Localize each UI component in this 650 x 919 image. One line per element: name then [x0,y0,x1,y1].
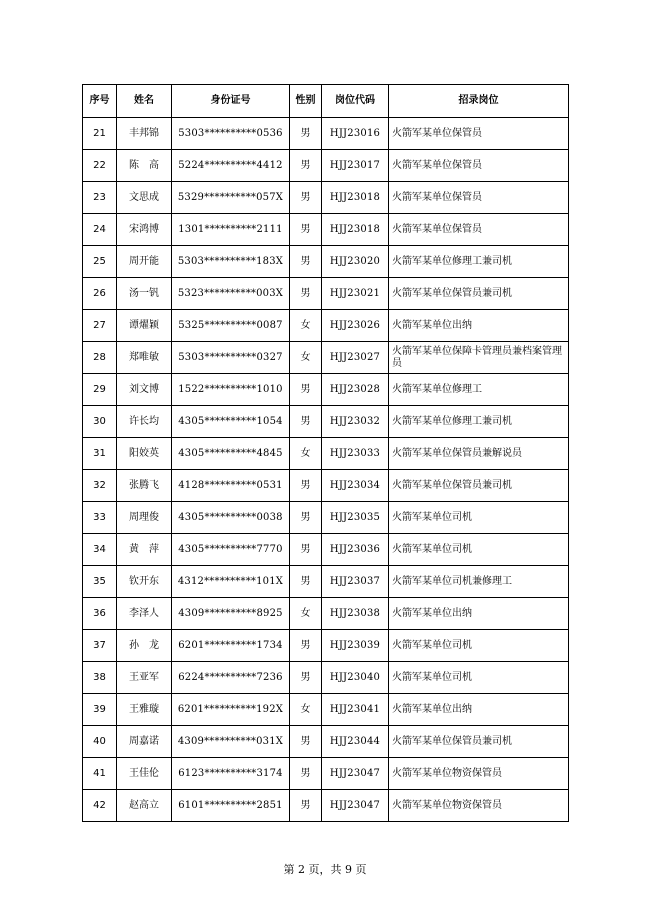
cell-id-number: 6224**********7236 [172,662,290,694]
cell-name: 黄 萍 [117,534,172,566]
cell-post-code: HJJ23033 [322,438,389,470]
header-post-code: 岗位代码 [322,85,389,118]
cell-name: 陈 高 [117,150,172,182]
cell-recruit-post: 火箭军某单位出纳 [389,598,569,630]
cell-serial: 28 [83,342,117,374]
cell-name: 郑唯敏 [117,342,172,374]
cell-gender: 男 [290,470,322,502]
cell-post-code: HJJ23047 [322,758,389,790]
cell-gender: 男 [290,406,322,438]
cell-gender: 男 [290,758,322,790]
cell-recruit-post: 火箭军某单位司机 [389,502,569,534]
cell-gender: 女 [290,694,322,726]
cell-name: 周开能 [117,246,172,278]
cell-name: 文思成 [117,182,172,214]
table-row [83,278,569,310]
cell-id-number: 4312**********101X [172,566,290,598]
cell-post-code: HJJ23044 [322,726,389,758]
cell-post-code: HJJ23020 [322,246,389,278]
table-body [83,118,569,822]
table-row [83,790,569,822]
cell-name: 许长均 [117,406,172,438]
page-number: 第 2 页，共 9 页 [283,863,367,876]
cell-recruit-post: 火箭军某单位保管员 [389,214,569,246]
table-row [83,758,569,790]
cell-gender: 男 [290,726,322,758]
cell-name: 丰邦锦 [117,118,172,150]
cell-gender: 男 [290,182,322,214]
cell-post-code: HJJ23026 [322,310,389,342]
cell-serial: 31 [83,438,117,470]
table-row [83,598,569,630]
cell-id-number: 1522**********1010 [172,374,290,406]
cell-post-code: HJJ23041 [322,694,389,726]
cell-id-number: 4128**********0531 [172,470,290,502]
table-row [83,630,569,662]
cell-id-number: 6201**********192X [172,694,290,726]
cell-serial: 24 [83,214,117,246]
table-row [83,342,569,374]
cell-serial: 25 [83,246,117,278]
table-row [83,502,569,534]
cell-gender: 男 [290,374,322,406]
cell-name: 钦开东 [117,566,172,598]
cell-name: 周理俊 [117,502,172,534]
cell-name: 李泽人 [117,598,172,630]
cell-recruit-post: 火箭军某单位保管员兼司机 [389,278,569,310]
cell-name: 赵高立 [117,790,172,822]
cell-serial: 40 [83,726,117,758]
cell-post-code: HJJ23017 [322,150,389,182]
cell-post-code: HJJ23018 [322,182,389,214]
header-id-number: 身份证号 [172,85,290,118]
cell-recruit-post: 火箭军某单位保管员兼司机 [389,726,569,758]
cell-serial: 23 [83,182,117,214]
cell-gender: 女 [290,438,322,470]
cell-post-code: HJJ23038 [322,598,389,630]
table-row [83,534,569,566]
cell-id-number: 6201**********1734 [172,630,290,662]
cell-id-number: 6123**********3174 [172,758,290,790]
cell-recruit-post: 火箭军某单位保管员兼司机 [389,470,569,502]
cell-serial: 32 [83,470,117,502]
cell-post-code: HJJ23032 [322,406,389,438]
table-row [83,406,569,438]
table-row [83,310,569,342]
cell-name: 孙 龙 [117,630,172,662]
roster-table [82,84,569,822]
cell-serial: 29 [83,374,117,406]
table-row [83,182,569,214]
cell-recruit-post: 火箭军某单位保管员 [389,182,569,214]
cell-gender: 男 [290,630,322,662]
cell-post-code: HJJ23037 [322,566,389,598]
cell-serial: 35 [83,566,117,598]
cell-post-code: HJJ23039 [322,630,389,662]
cell-gender: 男 [290,662,322,694]
header-gender: 性别 [290,85,322,118]
cell-recruit-post: 火箭军某单位出纳 [389,694,569,726]
cell-post-code: HJJ23036 [322,534,389,566]
cell-gender: 男 [290,214,322,246]
cell-post-code: HJJ23018 [322,214,389,246]
cell-recruit-post: 火箭军某单位物资保管员 [389,790,569,822]
cell-serial: 41 [83,758,117,790]
cell-recruit-post: 火箭军某单位保管员 [389,118,569,150]
cell-name: 汤一钒 [117,278,172,310]
table-row [83,726,569,758]
cell-serial: 39 [83,694,117,726]
cell-serial: 21 [83,118,117,150]
cell-serial: 36 [83,598,117,630]
table-row [83,118,569,150]
cell-id-number: 4309**********031X [172,726,290,758]
cell-gender: 男 [290,790,322,822]
cell-gender: 女 [290,310,322,342]
cell-serial: 42 [83,790,117,822]
cell-gender: 女 [290,598,322,630]
cell-id-number: 4309**********8925 [172,598,290,630]
cell-recruit-post: 火箭军某单位出纳 [389,310,569,342]
table-header-row [83,85,569,118]
cell-recruit-post: 火箭军某单位保障卡管理员兼档案管理员 [389,342,569,374]
cell-name: 王佳伦 [117,758,172,790]
cell-post-code: HJJ23027 [322,342,389,374]
cell-recruit-post: 火箭军某单位修理工 [389,374,569,406]
cell-gender: 男 [290,118,322,150]
cell-recruit-post: 火箭军某单位物资保管员 [389,758,569,790]
cell-post-code: HJJ23035 [322,502,389,534]
cell-serial: 37 [83,630,117,662]
cell-serial: 30 [83,406,117,438]
cell-serial: 26 [83,278,117,310]
cell-post-code: HJJ23047 [322,790,389,822]
cell-id-number: 5323**********003X [172,278,290,310]
cell-name: 张腾飞 [117,470,172,502]
cell-name: 刘文博 [117,374,172,406]
cell-recruit-post: 火箭军某单位司机 [389,630,569,662]
table-row [83,246,569,278]
cell-post-code: HJJ23040 [322,662,389,694]
table-row [83,438,569,470]
cell-gender: 男 [290,566,322,598]
cell-id-number: 4305**********1054 [172,406,290,438]
header-serial: 序号 [83,85,117,118]
cell-id-number: 6101**********2851 [172,790,290,822]
cell-recruit-post: 火箭军某单位修理工兼司机 [389,406,569,438]
cell-name: 阳姣英 [117,438,172,470]
cell-gender: 男 [290,246,322,278]
cell-id-number: 5303**********0536 [172,118,290,150]
cell-serial: 33 [83,502,117,534]
cell-recruit-post: 火箭军某单位司机 [389,534,569,566]
cell-post-code: HJJ23034 [322,470,389,502]
table-row [83,374,569,406]
cell-id-number: 5329**********057X [172,182,290,214]
cell-gender: 男 [290,534,322,566]
cell-post-code: HJJ23021 [322,278,389,310]
cell-gender: 男 [290,278,322,310]
table-row [83,566,569,598]
cell-serial: 34 [83,534,117,566]
cell-post-code: HJJ23028 [322,374,389,406]
cell-recruit-post: 火箭军某单位修理工兼司机 [389,246,569,278]
cell-id-number: 4305**********0038 [172,502,290,534]
header-name: 姓名 [117,85,172,118]
cell-serial: 38 [83,662,117,694]
cell-gender: 女 [290,342,322,374]
cell-id-number: 5303**********0327 [172,342,290,374]
table-row [83,214,569,246]
table-row [83,150,569,182]
cell-id-number: 5224**********4412 [172,150,290,182]
cell-recruit-post: 火箭军某单位司机兼修理工 [389,566,569,598]
cell-gender: 男 [290,150,322,182]
cell-recruit-post: 火箭军某单位保管员 [389,150,569,182]
cell-id-number: 5303**********183X [172,246,290,278]
cell-name: 王雅璇 [117,694,172,726]
cell-serial: 22 [83,150,117,182]
cell-name: 谭燿颖 [117,310,172,342]
cell-name: 周嘉诺 [117,726,172,758]
table-row [83,662,569,694]
cell-name: 王亚军 [117,662,172,694]
header-recruit-post: 招录岗位 [389,85,569,118]
cell-post-code: HJJ23016 [322,118,389,150]
cell-serial: 27 [83,310,117,342]
cell-name: 宋鸿博 [117,214,172,246]
cell-id-number: 5325**********0087 [172,310,290,342]
table-row [83,694,569,726]
cell-gender: 男 [290,502,322,534]
table-row [83,470,569,502]
cell-recruit-post: 火箭军某单位司机 [389,662,569,694]
cell-recruit-post: 火箭军某单位保管员兼解说员 [389,438,569,470]
cell-id-number: 4305**********4845 [172,438,290,470]
cell-id-number: 4305**********7770 [172,534,290,566]
cell-id-number: 1301**********2111 [172,214,290,246]
